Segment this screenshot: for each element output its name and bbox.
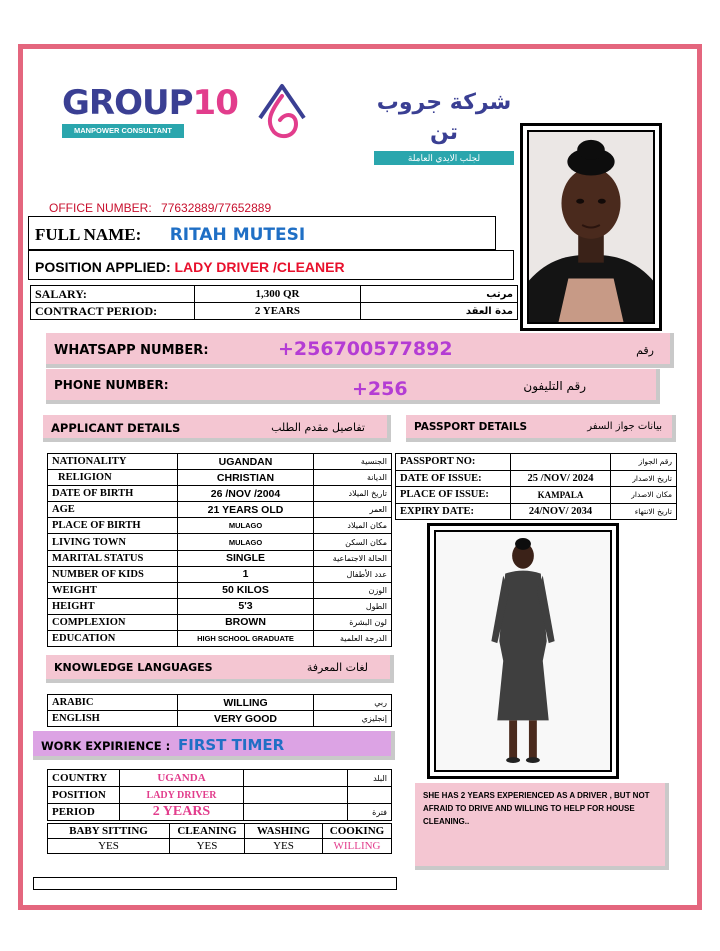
table-row: [48, 518, 392, 534]
table-row: [48, 470, 392, 486]
detail-ar: الدرجة العلمية: [314, 631, 392, 647]
skills-header-row: [48, 824, 392, 839]
language-label: ENGLISH: [48, 711, 178, 727]
full-name-value: RITAH MUTESI: [169, 225, 306, 245]
arabic-logo-subtitle: لجلب الايدي العاملة: [374, 151, 514, 165]
work-header-value: FIRST TIMER: [178, 736, 285, 754]
passport-header-label: PASSPORT DETAILS: [414, 421, 528, 433]
detail-ar: الحالة الاجتماعية: [314, 550, 392, 566]
full-name-row: [28, 216, 496, 250]
passport-value: KAMPALA: [511, 487, 611, 504]
work-value: UGANDA: [120, 770, 244, 787]
table-row: [396, 503, 677, 520]
passport-ar: مكان الاصدار: [611, 487, 677, 504]
group10-logo: [62, 83, 238, 138]
language-label: ARABIC: [48, 695, 178, 711]
passport-ar: رقم الجواز: [611, 454, 677, 471]
detail-label: MARITAL STATUS: [48, 550, 178, 566]
table-row: [48, 582, 392, 598]
detail-value: HIGH SCHOOL GRADUATE: [178, 631, 314, 647]
work-table: [47, 769, 392, 821]
knowledge-languages-header: [46, 655, 394, 683]
passport-ar: تاريخ الاصدار: [611, 470, 677, 487]
language-value: VERY GOOD: [178, 711, 314, 727]
table-row: [48, 804, 392, 821]
table-row: [48, 711, 392, 727]
full-name-label: FULL NAME:: [35, 225, 142, 244]
languages-header-ar: لغات المعرفة: [306, 661, 368, 674]
salary-value: 1,300 QR: [195, 286, 361, 303]
phone-value: +256: [352, 378, 408, 400]
skill-value: YES: [48, 839, 170, 854]
contract-ar: مدة العقد: [361, 303, 518, 320]
phone-label: PHONE NUMBER:: [54, 378, 169, 392]
detail-ar: الطول: [314, 598, 392, 614]
passport-header-ar: بيانات جواز السفر: [587, 421, 662, 432]
table-row: [48, 614, 392, 630]
table-row: [48, 502, 392, 518]
logo-word-ten: 10: [192, 83, 238, 123]
passport-label: PASSPORT NO:: [396, 454, 511, 471]
language-ar: ربي: [314, 695, 392, 711]
arabic-logo-name: شركة جروب تن: [376, 90, 512, 145]
detail-label: LIVING TOWN: [48, 534, 178, 550]
skill-header: WASHING: [245, 824, 323, 839]
detail-label: PLACE OF BIRTH: [48, 518, 178, 534]
detail-value: 5'3: [178, 598, 314, 614]
applicant-details-header: [43, 415, 391, 442]
table-row: [48, 550, 392, 566]
contract-row: [31, 303, 518, 320]
experience-note: SHE HAS 2 YEARS EXPERIENCED AS A DRIVER , BUT NOT AFRAID TO DRIVE AND WILLING TO HELP FOR HOUSE CLEANING..: [415, 783, 669, 870]
work-experience-header: [33, 731, 395, 760]
work-label: POSITION: [48, 787, 120, 804]
office-number-value: 77632889/77652889: [161, 201, 272, 215]
whatsapp-ar: رقم: [636, 344, 654, 357]
detail-ar: الجنسية: [314, 454, 392, 470]
detail-label: NUMBER OF KIDS: [48, 566, 178, 582]
language-ar: إنجليزي: [314, 711, 392, 727]
table-row: [396, 470, 677, 487]
skill-header: BABY SITTING: [48, 824, 170, 839]
detail-ar: عدد الأطفال: [314, 566, 392, 582]
table-row: [48, 770, 392, 787]
languages-header-label: KNOWLEDGE LANGUAGES: [54, 661, 213, 674]
passport-ar: تاريخ الانتهاء: [611, 503, 677, 520]
table-row: [48, 454, 392, 470]
position-applied-row: [28, 250, 514, 280]
position-value: LADY DRIVER /CLEANER: [174, 259, 345, 275]
work-label: PERIOD: [48, 804, 120, 821]
work-header-label: WORK EXPIRIENCE :: [41, 739, 171, 753]
droplet-logo-icon: [252, 82, 312, 142]
detail-value: MULAGO: [178, 534, 314, 550]
contract-label: CONTRACT PERIOD:: [31, 303, 195, 320]
table-row: [48, 486, 392, 502]
detail-value: BROWN: [178, 614, 314, 630]
portrait-photo: [520, 123, 662, 331]
detail-ar: الوزن: [314, 582, 392, 598]
detail-value: MULAGO: [178, 518, 314, 534]
detail-value: 50 KILOS: [178, 582, 314, 598]
passport-value: [511, 454, 611, 471]
detail-label: DATE OF BIRTH: [48, 486, 178, 502]
detail-ar: لون البشرة: [314, 614, 392, 630]
whatsapp-band: [46, 333, 674, 368]
table-row: [396, 454, 677, 471]
detail-value: 1: [178, 566, 314, 582]
logo-subtitle: MANPOWER CONSULTANT: [62, 124, 184, 138]
contract-value: 2 YEARS: [195, 303, 361, 320]
detail-ar: تاريخ الميلاد: [314, 486, 392, 502]
detail-label: COMPLEXION: [48, 614, 178, 630]
detail-ar: مكان الميلاد: [314, 518, 392, 534]
table-row: [48, 695, 392, 711]
work-ar: فترة: [348, 804, 392, 821]
detail-label: NATIONALITY: [48, 454, 178, 470]
applicant-details-table: [47, 453, 392, 647]
salary-ar: مرتب: [361, 286, 518, 303]
passport-label: DATE OF ISSUE:: [396, 470, 511, 487]
detail-label: WEIGHT: [48, 582, 178, 598]
office-number-label: OFFICE NUMBER:: [49, 201, 152, 215]
detail-ar: العمر: [314, 502, 392, 518]
skill-header: CLEANING: [170, 824, 245, 839]
detail-value: 26 /NOV /2004: [178, 486, 314, 502]
detail-label: HEIGHT: [48, 598, 178, 614]
table-row: [396, 487, 677, 504]
arabic-logo: [374, 88, 514, 165]
detail-label: RELIGION: [48, 470, 178, 486]
detail-value: CHRISTIAN: [178, 470, 314, 486]
table-row: [48, 534, 392, 550]
applicant-header-label: APPLICANT DETAILS: [51, 421, 181, 435]
table-row: [48, 598, 392, 614]
whatsapp-value: +256700577892: [278, 338, 453, 360]
salary-label: SALARY:: [31, 286, 195, 303]
passport-label: EXPIRY DATE:: [396, 503, 511, 520]
passport-value: 25 /NOV/ 2024: [511, 470, 611, 487]
detail-value: UGANDAN: [178, 454, 314, 470]
table-row: [48, 566, 392, 582]
salary-table: [30, 285, 518, 320]
passport-details-header: [406, 415, 676, 442]
passport-value: 24/NOV/ 2034: [511, 503, 611, 520]
detail-ar: مكان السكن: [314, 534, 392, 550]
whatsapp-label: WHATSAPP NUMBER:: [54, 343, 209, 358]
passport-details-table: [395, 453, 677, 520]
applicant-header-ar: تفاصيل مقدم الطلب: [271, 421, 365, 434]
work-ar: [348, 787, 392, 804]
logo-word-group: GROUP: [62, 83, 193, 123]
phone-band: [46, 369, 660, 404]
skill-header: COOKING: [323, 824, 392, 839]
work-value: 2 YEARS: [120, 804, 244, 821]
detail-value: 21 YEARS OLD: [178, 502, 314, 518]
work-ar: البلد: [348, 770, 392, 787]
languages-table: [47, 694, 392, 727]
office-number: [49, 201, 271, 215]
skill-value: YES: [170, 839, 245, 854]
skill-value: YES: [245, 839, 323, 854]
empty-field: [33, 877, 397, 890]
detail-label: AGE: [48, 502, 178, 518]
salary-row: [31, 286, 518, 303]
passport-label: PLACE OF ISSUE:: [396, 487, 511, 504]
position-label: POSITION APPLIED:: [35, 259, 171, 275]
skills-value-row: [48, 839, 392, 854]
work-label: COUNTRY: [48, 770, 120, 787]
phone-ar: رقم التليفون: [523, 379, 586, 393]
table-row: [48, 631, 392, 647]
detail-value: SINGLE: [178, 550, 314, 566]
skill-value: WILLING: [323, 839, 392, 854]
full-body-photo: [427, 523, 619, 779]
table-row: [48, 787, 392, 804]
language-value: WILLING: [178, 695, 314, 711]
skills-table: [47, 823, 392, 854]
detail-label: EDUCATION: [48, 631, 178, 647]
work-value: LADY DRIVER: [120, 787, 244, 804]
detail-ar: الديانة: [314, 470, 392, 486]
